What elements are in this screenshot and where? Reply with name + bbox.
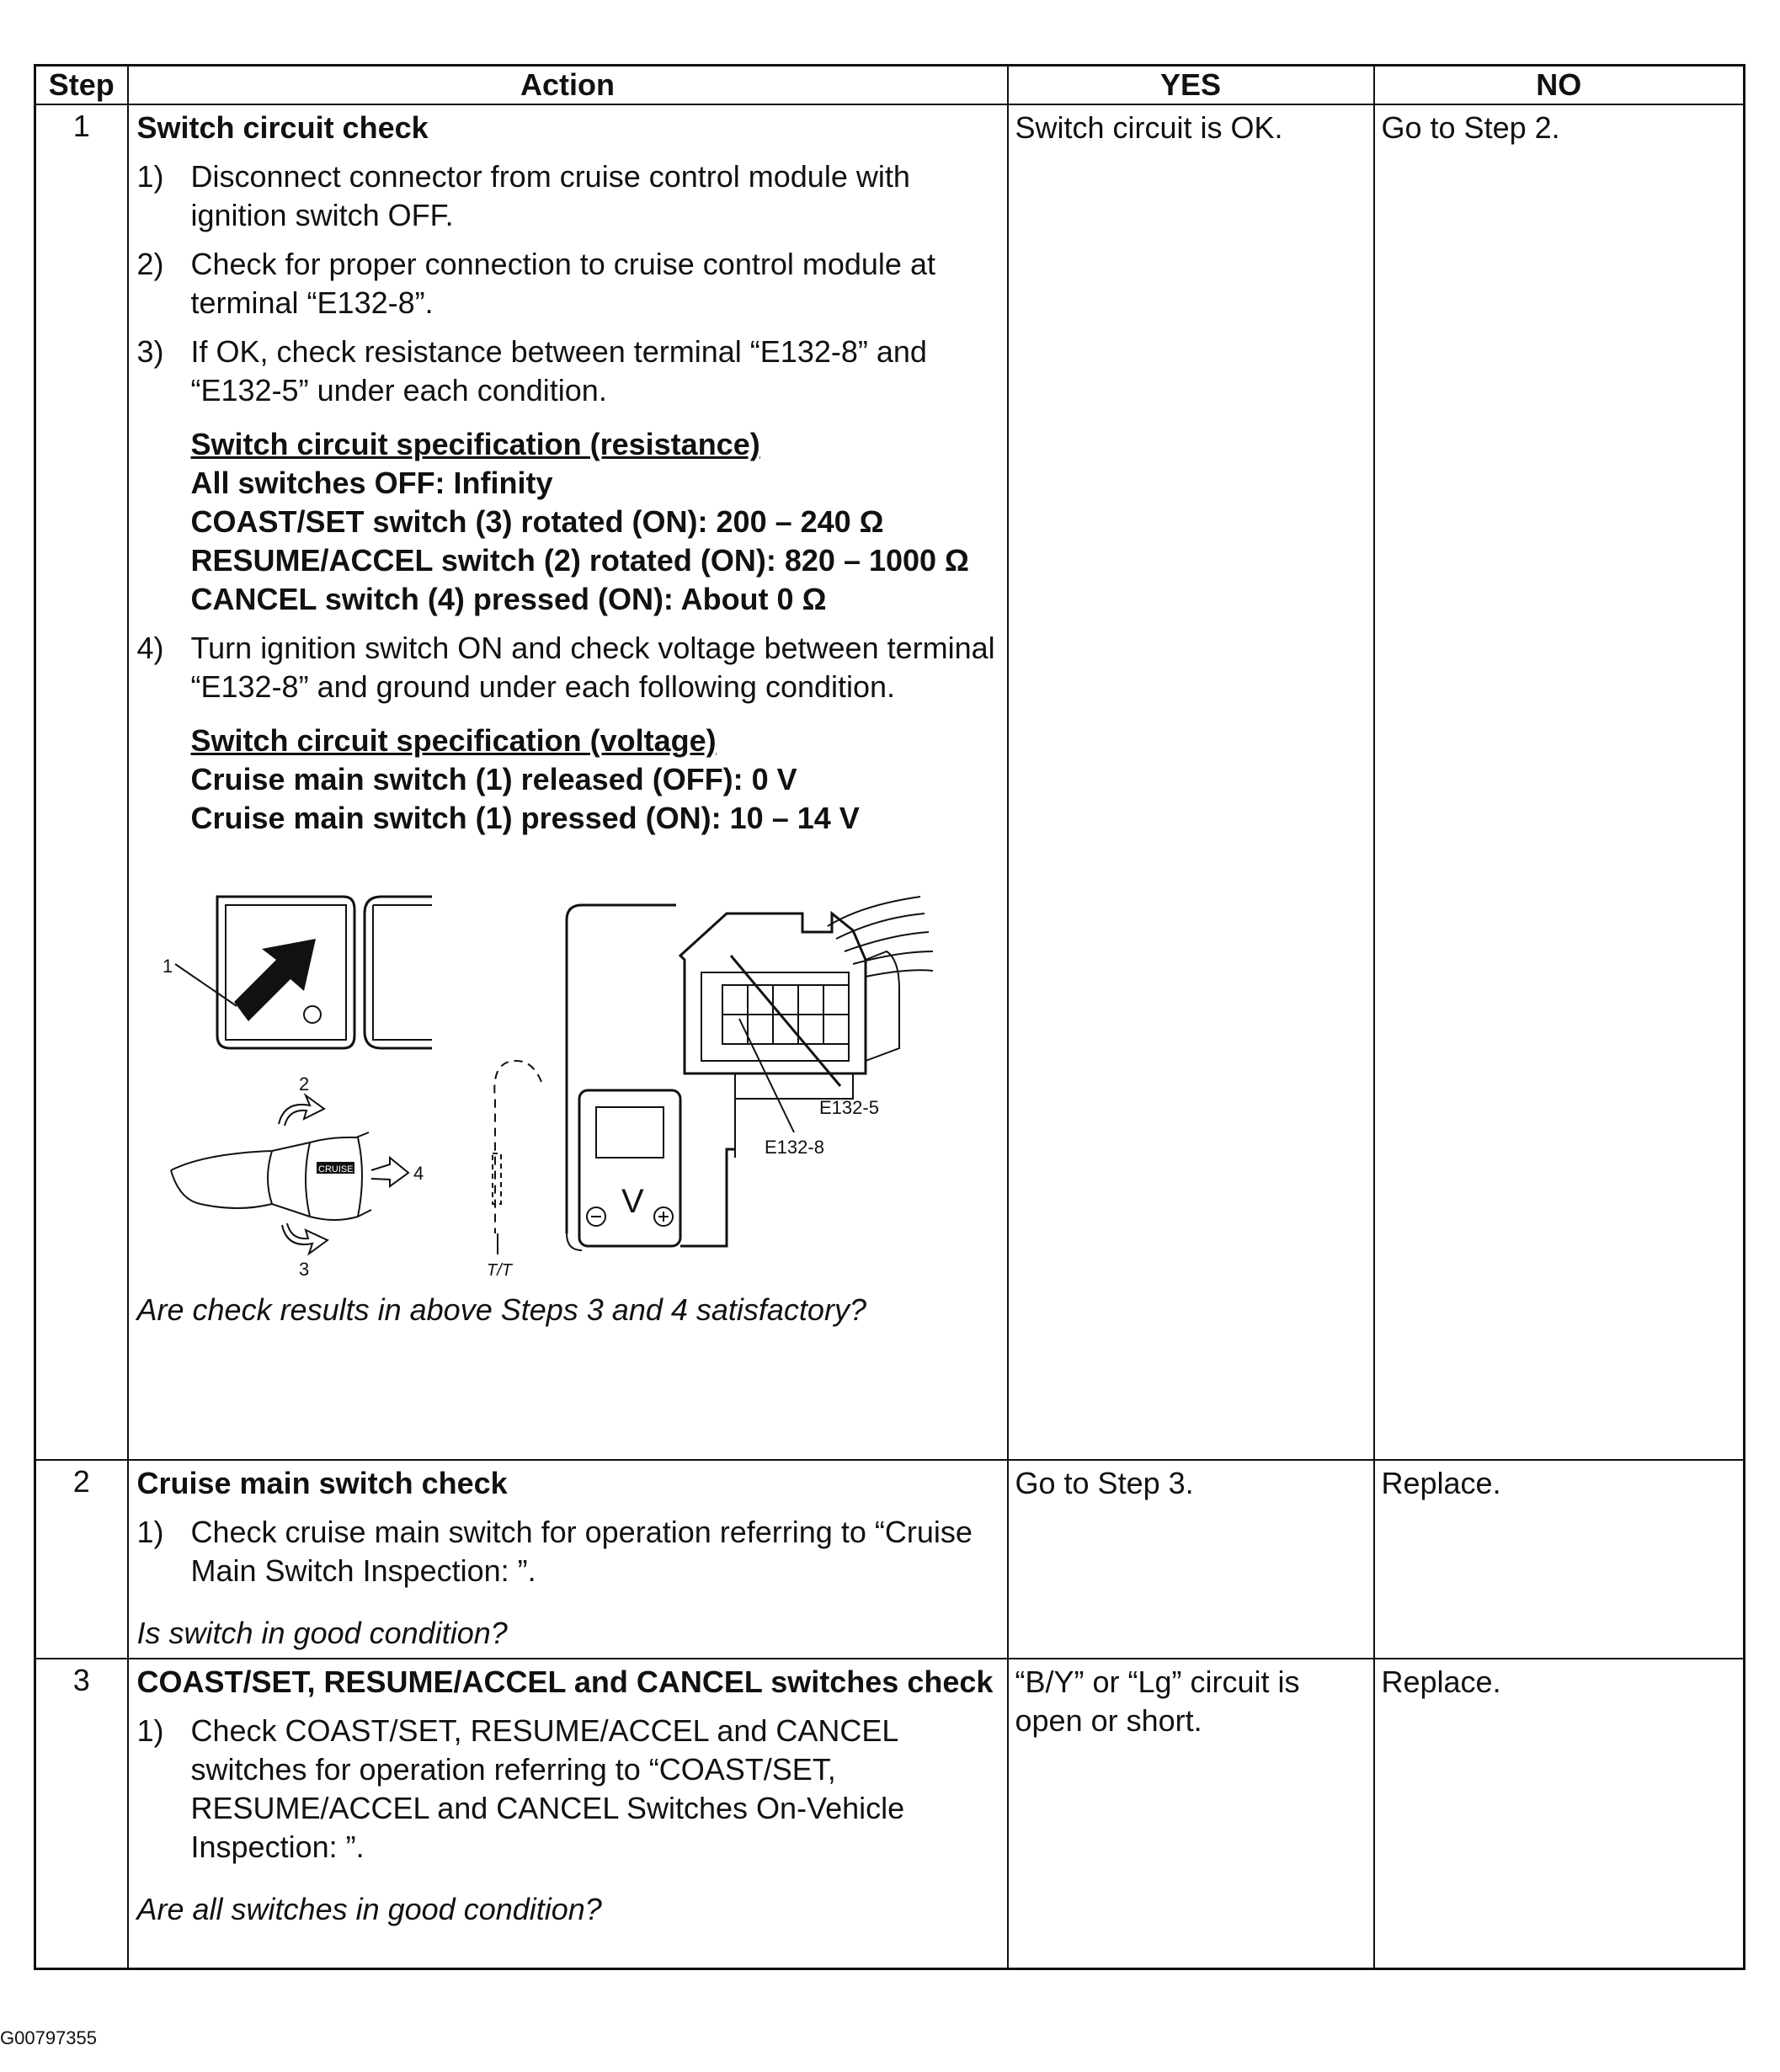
step-question: Are all switches in good condition? <box>136 1892 602 1926</box>
sub-step-number: 3) <box>136 334 164 369</box>
diagnosis-table <box>34 64 1745 1970</box>
sub-step-text: Check for proper connection to cruise control module at terminal “E132-8”. <box>190 247 935 320</box>
table-row <box>35 1659 1745 1968</box>
sub-step <box>137 157 999 235</box>
step-question: Is switch in good condition? <box>136 1616 508 1650</box>
sub-step-text: Check cruise main switch for operation referring to “Cruise Main Switch Inspection: ”. <box>190 1515 973 1588</box>
spec-heading: Switch circuit specification (resistance) <box>190 427 760 461</box>
sub-step-text: Disconnect connector from cruise control module with ignition switch OFF. <box>190 159 910 232</box>
step-title: Switch circuit check <box>136 110 429 145</box>
spec-heading: Switch circuit specification (voltage) <box>190 723 717 758</box>
figure-code: G00797355 <box>0 2027 97 2048</box>
table-row <box>35 104 1745 1460</box>
action-cell <box>128 1460 1008 1659</box>
header-yes: YES <box>1008 66 1374 105</box>
push-arrow-icon <box>371 1158 408 1186</box>
voltmeter <box>487 905 735 1276</box>
spec-line: Cruise main switch (1) pressed (ON): 10 – 14 V <box>190 801 860 835</box>
figure-label-3: 3 <box>298 1259 309 1276</box>
sub-step-text: Turn ignition switch ON and check voltage between terminal “E132-8” and ground under each following condition. <box>190 631 995 704</box>
step-title: Cruise main switch check <box>136 1466 508 1500</box>
figure-label-4: 4 <box>413 1163 424 1184</box>
resistance-specification <box>191 425 999 619</box>
spec-line: All switches OFF: Infinity <box>190 466 553 500</box>
action-cell <box>128 104 1008 1460</box>
voltmeter-v-label: V <box>621 1183 644 1220</box>
wiring-figure <box>137 880 946 1276</box>
action-cell <box>128 1659 1008 1968</box>
rotate-up-icon <box>279 1095 324 1126</box>
terminal-label-e132-8: E132-8 <box>764 1137 824 1158</box>
no-cell: Go to Step 2. <box>1374 104 1745 1460</box>
step-number: 2 <box>35 1460 128 1659</box>
sub-step-number: 1) <box>136 1713 164 1748</box>
header-step: Step <box>35 66 128 105</box>
arrow-icon <box>234 939 316 1021</box>
step-question: Are check results in above Steps 3 and 4 satisfactory? <box>136 1292 866 1327</box>
terminal-label-e132-5: E132-5 <box>818 1097 879 1118</box>
no-cell: Replace. <box>1374 1659 1745 1968</box>
table-row <box>35 1460 1745 1659</box>
sub-step-number: 1) <box>136 1515 164 1549</box>
lever-switch <box>171 1073 424 1276</box>
sub-step-number: 4) <box>136 631 164 665</box>
sub-step-number: 2) <box>136 247 164 281</box>
sub-step <box>137 245 999 322</box>
sub-step <box>137 629 999 706</box>
header-no: NO <box>1374 66 1745 105</box>
step-number: 3 <box>35 1659 128 1968</box>
step-number: 1 <box>35 104 128 1460</box>
figure-label-2: 2 <box>298 1073 309 1095</box>
sub-step <box>137 1513 999 1590</box>
yes-cell: Switch circuit is OK. <box>1008 104 1374 1460</box>
sub-step-text: Check COAST/SET, RESUME/ACCEL and CANCEL switches for operation referring to “COAST/SET, RESUME/ACCEL and CANCEL Switches On-Vehicle Inspection: ”. <box>190 1713 905 1864</box>
spec-line: RESUME/ACCEL switch (2) rotated (ON): 820 – 1000 Ω <box>190 543 969 578</box>
no-cell: Replace. <box>1374 1460 1745 1659</box>
sub-step-text: If OK, check resistance between terminal “E132-8” and “E132-5” under each condition. <box>190 334 927 407</box>
yes-cell: “B/Y” or “Lg” circuit is open or short. <box>1008 1659 1374 1968</box>
spec-line: COAST/SET switch (3) rotated (ON): 200 – 240 Ω <box>190 504 884 539</box>
sub-step-number: 1) <box>136 159 164 194</box>
yes-cell: Go to Step 3. <box>1008 1460 1374 1659</box>
spec-line: Cruise main switch (1) released (OFF): 0 V <box>190 762 797 796</box>
spec-line: CANCEL switch (4) pressed (ON): About 0 Ω <box>190 582 827 616</box>
sub-step <box>137 1712 999 1867</box>
rotate-down-icon <box>282 1223 328 1254</box>
switch-button-text: CRUISE <box>317 1164 354 1174</box>
header-action: Action <box>128 66 1008 105</box>
main-switch-panel <box>163 897 432 1048</box>
figure-label-1: 1 <box>162 956 173 977</box>
connector <box>680 897 933 1158</box>
ground-label: T/T <box>486 1261 512 1276</box>
step-title: COAST/SET, RESUME/ACCEL and CANCEL switches check <box>136 1665 994 1699</box>
table-header-row <box>35 66 1745 105</box>
voltage-specification <box>191 722 999 838</box>
sub-step <box>137 333 999 410</box>
